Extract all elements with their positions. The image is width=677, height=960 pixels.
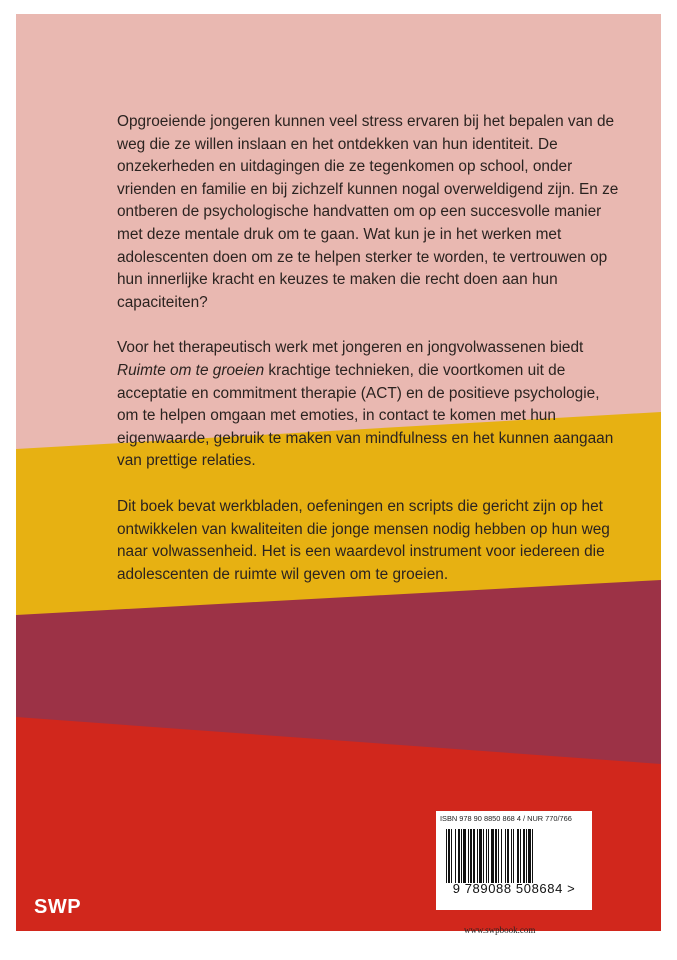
- blurb-paragraph-1: Opgroeiende jongeren kunnen veel stress ervaren bij het bepalen van de weg die ze willen inslaan en het ontdekken van hun identiteit. De onzekerheden en uitdagingen die ze tegenkomen op school, onder vrienden en familie en bij zichzelf kunnen nogal overweldigend zijn. En ze ontberen de psychologische handvatten om op een succesvolle manier met deze mentale druk om te gaan. Wat kun je in het werken met adolescenten doen om ze te helpen sterker te worden, te vertrouwen op hun innerlijke kracht en keuzes te maken die recht doen aan hun capaciteiten?: [117, 113, 619, 311]
- blurb: [117, 111, 622, 608]
- publisher-logo: SWP: [34, 896, 82, 918]
- blurb-paragraph-2: [117, 337, 622, 473]
- blurb-paragraph-2-start: Voor het therapeutisch werk met jongeren en jongvolwassenen biedt: [117, 339, 584, 357]
- back-cover: [16, 14, 661, 931]
- blurb-paragraph-3: Dit boek bevat werkbladen, oefeningen en scripts die gericht zijn op het ontwikkelen van kwaliteiten die jonge mensen nodig hebben op hun weg naar volwassenheid. Het is een waardevol instrument voor iedereen die adolescenten de ruimte wil geven om te groeien.: [117, 497, 610, 583]
- isbn-text: ISBN 978 90 8850 868 4 / NUR 770/766: [440, 814, 572, 823]
- barcode-icon: [446, 829, 582, 883]
- barcode-panel: [436, 811, 592, 910]
- book-title: Ruimte om te groeien: [117, 361, 265, 379]
- publisher-website: www.swpbook.com: [464, 925, 536, 935]
- barcode-digits: 9 789088 508684 >: [452, 881, 576, 896]
- blurb-paragraph-2-end: krachtige technieken, die voortkomen uit de acceptatie en commitment therapie (ACT) en de positieve psychologie, om te helpen omgaan met emoties, in contact te komen met hun eigenwaarde, gebruik te maken van mindfulness en het kunnen aangaan van prettige relaties.: [117, 361, 614, 470]
